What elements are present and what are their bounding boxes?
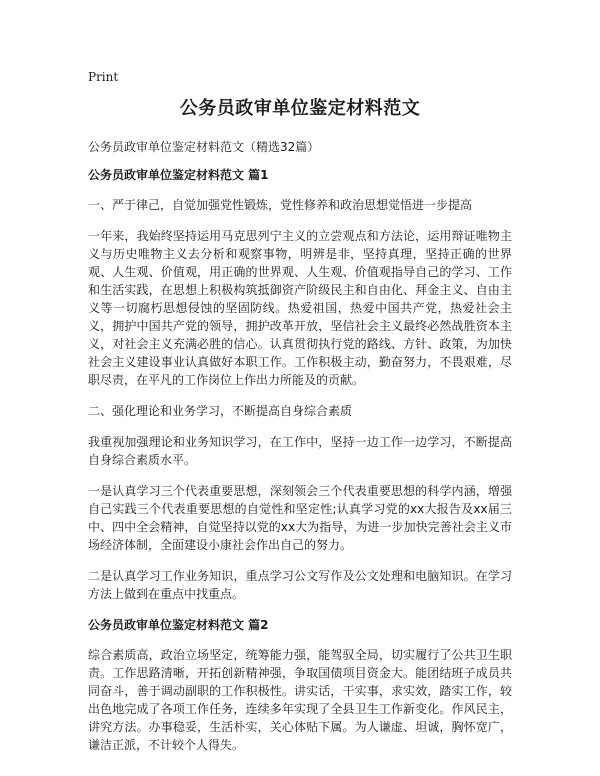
paragraph: 二、强化理论和业务学习，不断提高自身综合素质 — [88, 404, 353, 418]
paragraph: 一、严于律己，自觉加强党性锻炼，党性修养和政治思想觉悟进一步提高 — [88, 198, 473, 212]
paragraph: 综合素质高，政治立场坚定，统筹能力强，能驾驭全局，切实履行了公共卫生职责。工作思路清晰，开拓创新精神强，争取国债项目资金大。能团结班子成员共同奋斗，善于调动副职的工作积极性。讲实话，干实事，求实效，踏实工作，较出色地完成了各项工作任务，连续多年实现了全县卫生工作新变化。作风民主，讲究方法。办事稳妥，生活朴实，关心体贴下属。为人谦虚、坦诚，胸怀宽广，谦洁正派，不计较个人得失。 — [88, 648, 512, 752]
document-title: 公务员政审单位鉴定材料范文 — [179, 98, 421, 119]
paragraph: 一年来，我始终坚持运用马克思列宁主义的立尝观点和方法论，运用辩证唯物主义与历史唯物主义去分析和观察事物，明辨是非，坚持真理，坚持正确的世界观、人生观、价值观，用正确的世界观、人生观、价值观指导自己的学习、工作和生活实践，在思想上积极构筑抵御资产阶级民主和自由化、拜金主义、自由主义等一切腐朽思想侵蚀的坚固防线。热爱祖国，热爱中国共产党，热爱社会主义，拥护中国共产党的领导，拥护改革开放，坚信社会主义最终必然战胜资本主义，对社会主义充满必胜的信心。认真贯彻执行党的路线、方针、政策，为加快社会主义建设事业认真做好本职工作。工作积极主动，勤奋努力，不畏艰难，尽职尽责，在平凡的工作岗位上作出力所能及的贡献。 — [88, 229, 512, 387]
paragraph: 二是认真学习工作业务知识，重点学习公文写作及公文处理和电脑知识。在学习方法上做到在重点中找重点。 — [88, 569, 512, 601]
document-subtitle: 公务员政审单位鉴定材料范文（精选32篇） — [88, 140, 320, 154]
section-heading: 公务员政审单位鉴定材料范文 篇1 — [88, 168, 269, 182]
paragraph: 一是认真学习三个代表重要思想，深刻领会三个代表重要思想的科学内涵，增强自己实践三个代表重要思想的自觉性和坚定性;认真学习党的xx大报告及xx届三中、四中全会精神，自觉坚持以党的xx大为指导，为进一步加快完善社会主义市场经济体制，全面建设小康社会作出自己的努力。 — [88, 484, 512, 552]
section-heading: 公务员政审单位鉴定材料范文 篇2 — [88, 618, 269, 632]
print-link[interactable]: Print — [88, 70, 119, 84]
paragraph: 我重视加强理论和业务知识学习，在工作中，坚持一边工作一边学习，不断提高自身综合素质水平。 — [88, 435, 512, 467]
